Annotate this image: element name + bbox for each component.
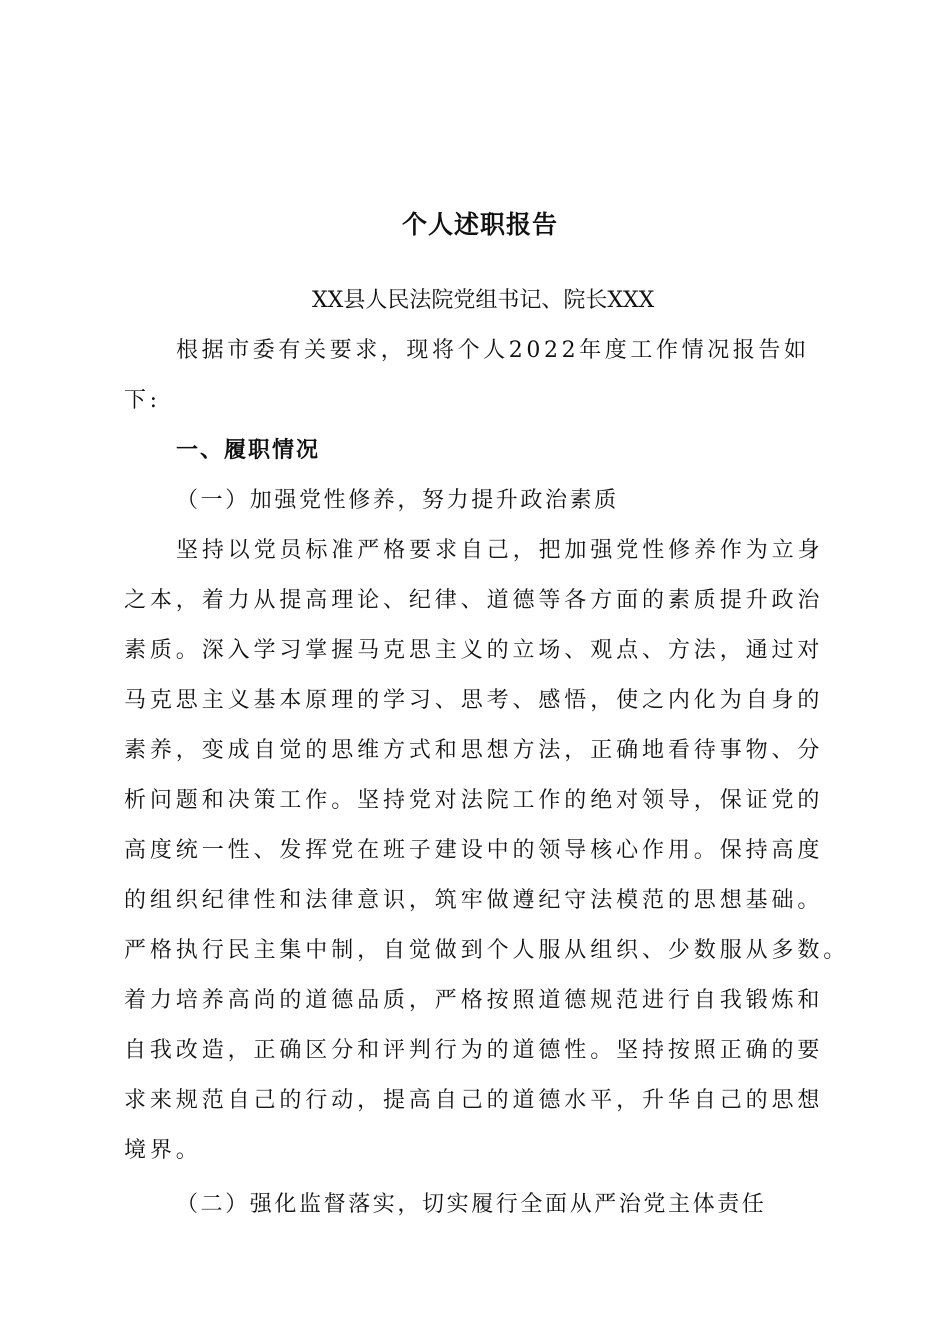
section-heading: 一、履职情况 bbox=[176, 438, 321, 463]
page-title: 个人述职报告 bbox=[401, 210, 558, 239]
subsection-heading-2: （二）强化监督落实，切实履行全面从严治党主体责任 bbox=[176, 1192, 767, 1217]
paragraph-line: 马克思主义基本原理的学习、思考、感悟，使之内化为自身的 bbox=[124, 688, 824, 713]
paragraph-line: 的组织纪律性和法律意识，筑牢做遵纪守法模范的思想基础。 bbox=[124, 888, 824, 913]
body-paragraph bbox=[124, 526, 850, 1176]
paragraph-line: 析问题和决策工作。坚持党对法院工作的绝对领导，保证党的 bbox=[124, 788, 824, 813]
paragraph-line: 求来规范自己的行动，提高自己的道德水平，升华自己的思想 bbox=[124, 1088, 824, 1113]
paragraph-line: 素质。深入学习掌握马克思主义的立场、观点、方法，通过对 bbox=[124, 638, 824, 663]
paragraph-line: 坚持以党员标准严格要求自己，把加强党性修养作为立身 bbox=[176, 538, 824, 563]
paragraph-line: 高度统一性、发挥党在班子建设中的领导核心作用。保持高度 bbox=[124, 838, 824, 863]
paragraph-line: 素养，变成自觉的思维方式和思想方法，正确地看待事物、分 bbox=[124, 738, 824, 763]
paragraph-line: 着力培养高尚的道德品质，严格按照道德规范进行自我锻炼和 bbox=[124, 988, 824, 1013]
author-byline: XX县人民法院党组书记、院长XXX bbox=[312, 288, 655, 313]
document-content bbox=[124, 200, 850, 1230]
subsection-heading-1: （一）加强党性修养，努力提升政治素质 bbox=[176, 488, 619, 513]
paragraph-line: 之本，着力从提高理论、纪律、道德等各方面的素质提升政治 bbox=[124, 588, 824, 613]
paragraph-line: 境界。 bbox=[124, 1138, 202, 1163]
paragraph-line: 严格执行民主集中制，自觉做到个人服从组织、少数服从多数。 bbox=[124, 938, 850, 963]
paragraph-line: 自我改造，正确区分和评判行为的道德性。坚持按照正确的要 bbox=[124, 1038, 824, 1063]
intro-paragraph: 根据市委有关要求，现将个人2022年度工作情况报告如下: bbox=[124, 338, 810, 413]
